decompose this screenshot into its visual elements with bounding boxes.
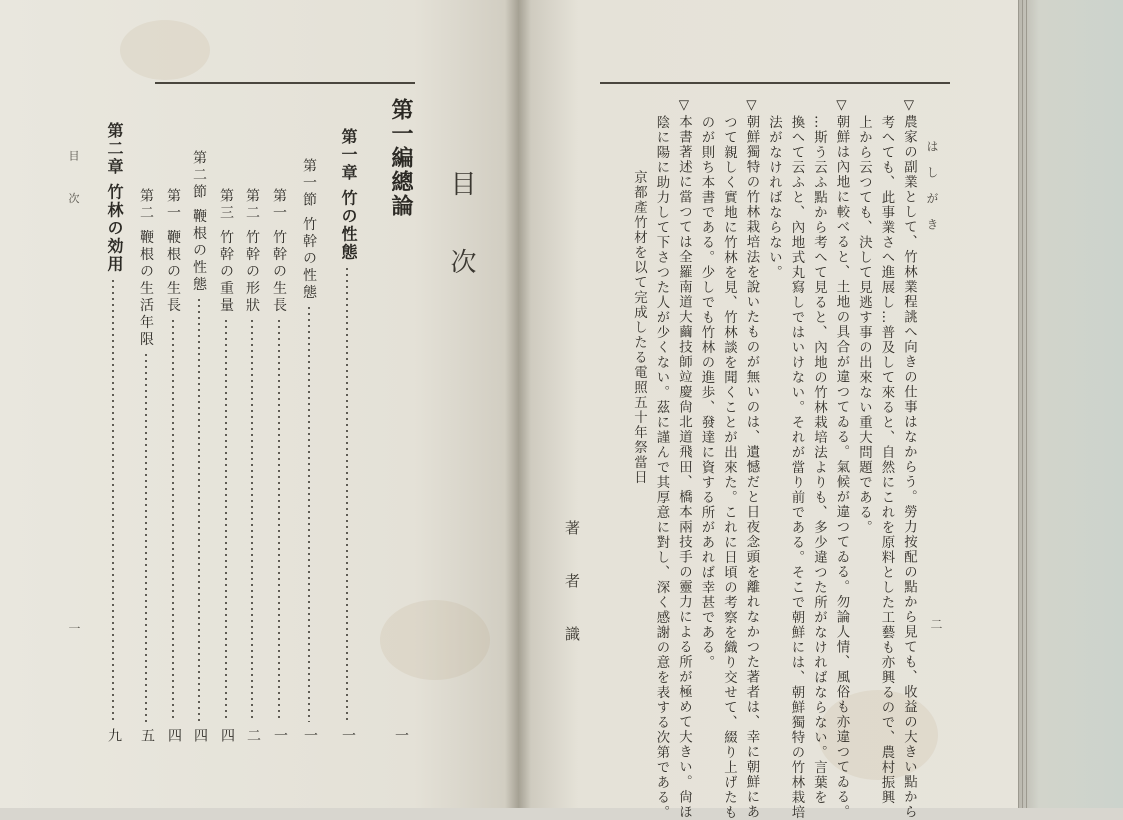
toc-entry-page: 四 — [192, 728, 208, 742]
toc-entry-page: 四 — [219, 728, 235, 742]
preface-line: ▽本書著述に當つては全羅南道大繭技師竝慶尙北道飛田、橋本兩技手の靈力による所が極めて大きい。尙ほ — [676, 98, 692, 820]
toc-entry-label: 第一節 竹幹の性態 — [301, 158, 317, 302]
toc-leader-dots — [198, 297, 200, 722]
toc-leader-dots — [172, 318, 174, 722]
toc-entry-page: 一 — [272, 728, 288, 742]
preface-line: …斯う云ふ點から考へて見ると、內地の竹林栽培法よりも、多少違つた所がなければならない。言葉を — [811, 115, 827, 805]
toc-leader-dots — [225, 318, 227, 722]
toc-entry-label: 第二章 竹林の効用 — [105, 122, 124, 274]
toc-leader-dots — [346, 266, 348, 722]
preface-line: のが則ち本書である。少しでも竹林の進歩、發達に資する所があれば幸甚である。 — [698, 115, 714, 670]
toc-entry-page: 一 — [302, 728, 318, 742]
toc-entry-page: 一 — [340, 728, 356, 742]
toc-entry-page: 五 — [139, 728, 155, 742]
toc-entry-page: 二 — [245, 728, 261, 742]
toc-entry-label: 第一 竹幹の生長 — [271, 188, 287, 315]
toc-entry-page: 九 — [106, 728, 122, 742]
toc-entry-label: 第三 竹幹の重量 — [218, 188, 234, 315]
toc-title: 目 次 — [446, 170, 476, 297]
right-page-preface — [518, 0, 1023, 820]
toc-leader-dots — [251, 318, 253, 722]
book-gutter — [505, 0, 531, 808]
top-rule-right — [600, 82, 950, 84]
toc-entry-page: 四 — [166, 728, 182, 742]
toc-entry-label: 第一 鞭根の生長 — [165, 188, 181, 315]
preface-line: 換へて云ふと、內地式丸寫しではいけない。それが當り前である。そこで朝鮮には、朝鮮獨特の竹林栽培 — [788, 115, 804, 820]
left-page-table-of-contents — [0, 0, 518, 808]
toc-entry-label: 第二 竹幹の形狀 — [244, 188, 260, 315]
preface-title: はしがき — [925, 140, 939, 244]
preface-line: 上から云つても、決して見逃す事の出來ない重大問題である。 — [856, 115, 872, 535]
toc-part-heading: 第一編總論 — [388, 98, 414, 218]
preface-line: つて親しく實地に竹林を見、竹林談を聞くことが出來た。これに日頃の考察を織り交せて、綴り上げたも — [721, 115, 737, 820]
preface-line: ▽朝鮮は內地に較べると、土地の具合が違つてゐる。氣候が違つてゐる。勿論人情、風俗も亦違つてゐる。 — [833, 98, 849, 820]
page-number: 一 — [67, 622, 81, 634]
preface-signature: 著者識 — [563, 520, 581, 679]
toc-leader-dots — [145, 352, 147, 722]
toc-entry-label: 第二 鞭根の生活年限 — [138, 188, 154, 349]
running-head: 目 次 — [67, 150, 80, 218]
toc-part-page: 一 — [393, 728, 409, 742]
preface-line: 法がなければならない。 — [766, 115, 782, 280]
preface-line: ▽農家の副業として、竹林業程誂へ向きの仕事はなからう。勞力按配の點から見ても、收益の大きい點から — [901, 98, 917, 820]
toc-leader-dots — [308, 305, 310, 722]
preface-line: 京都產竹材を以て完成したる電照五十年祭當日 — [631, 170, 647, 485]
toc-entry-label: 第一章 竹の性態 — [339, 128, 358, 262]
toc-leader-dots — [278, 318, 280, 722]
preface-line: 考へても、此事業さへ進展し…普及して來ると、自然にこれを原料とした工藝も亦興るので、農村振興 — [878, 115, 894, 805]
toc-leader-dots — [112, 278, 114, 722]
page-edges — [1018, 0, 1123, 808]
toc-entry-label: 第二節 鞭根の性態 — [191, 150, 207, 294]
preface-line: 陰に陽に助力して下さつた人が少くない。茲に謹んで其厚意に對し、深く感謝の意を表する次第である。 — [653, 115, 669, 820]
top-rule — [155, 82, 415, 84]
preface-page-number: 二 — [929, 618, 943, 630]
preface-line: ▽朝鮮獨特の竹林栽培法を說いたものが無いのは、遺憾だと日夜念頭を離れなかつた著者は、幸に朝鮮にあ — [743, 98, 759, 820]
